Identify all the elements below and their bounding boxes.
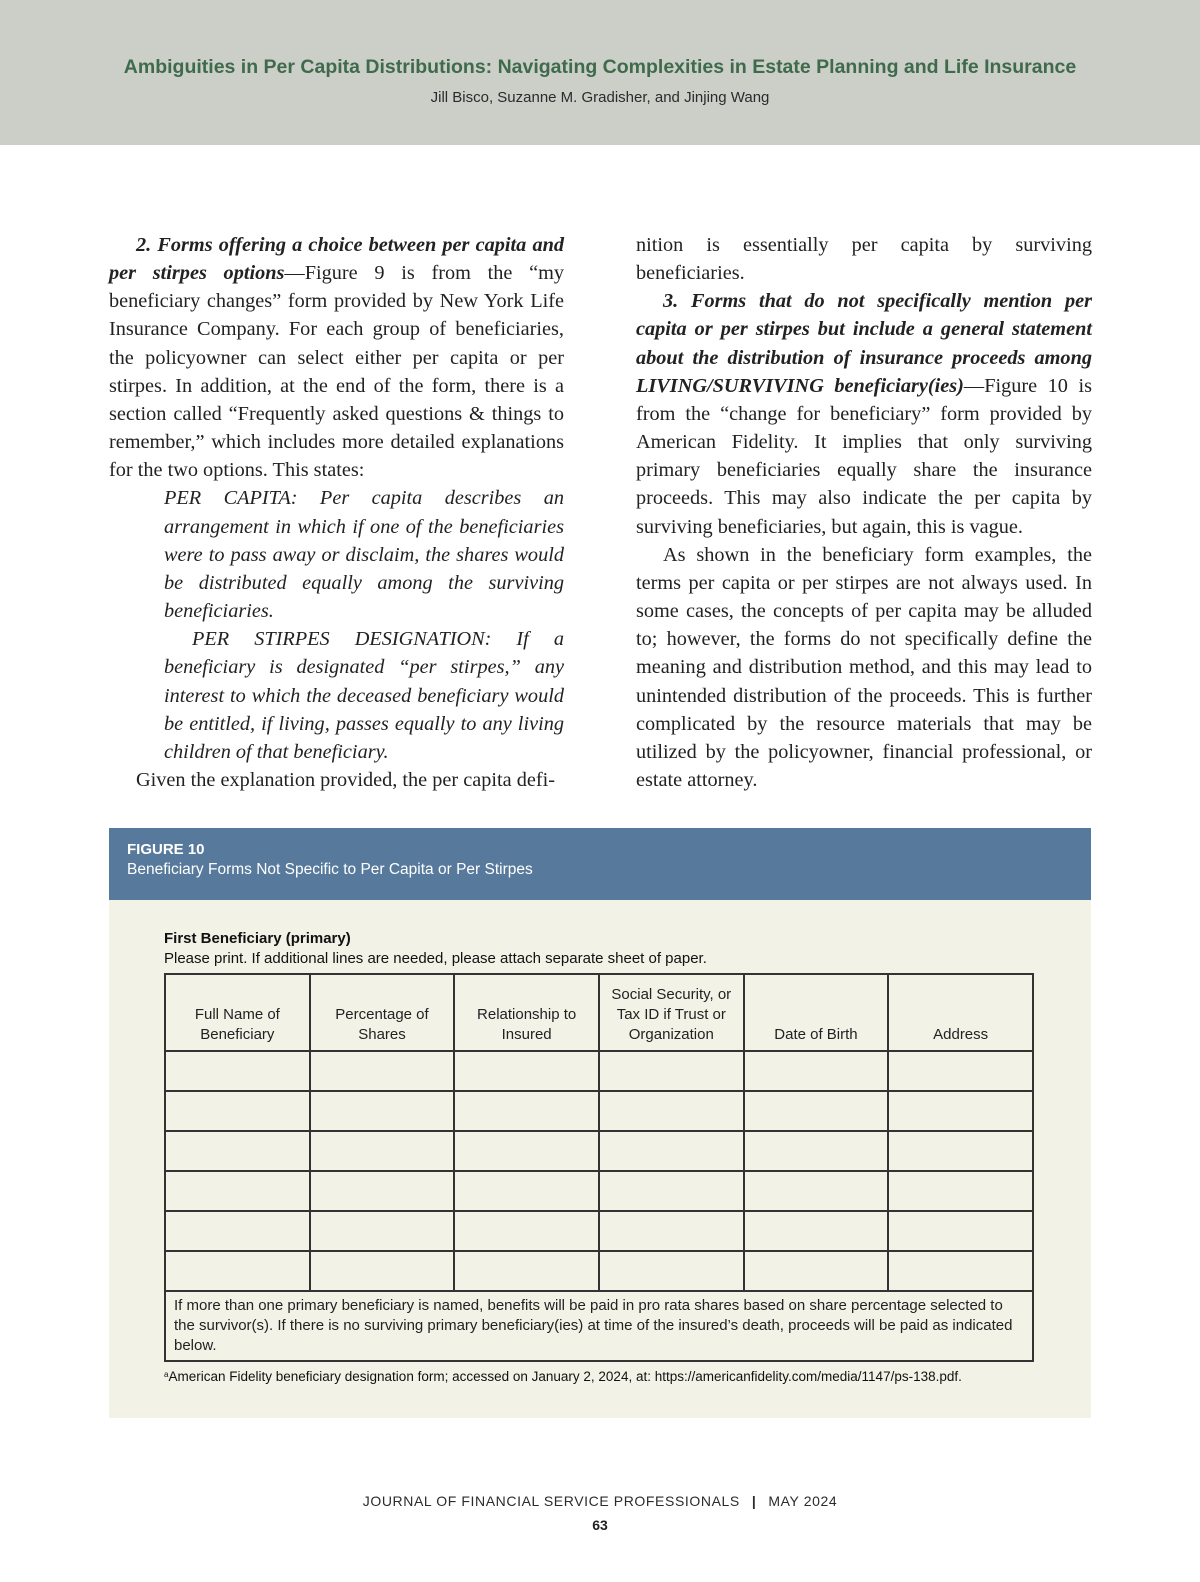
table-cell: [454, 1251, 599, 1291]
footer-separator: |: [751, 1493, 757, 1509]
table-cell: [599, 1211, 744, 1251]
figure-caption: Beneficiary Forms Not Specific to Per Capita or Per Stirpes: [127, 861, 533, 878]
table-cell: [888, 1051, 1033, 1091]
beneficiary-form-table: [164, 973, 1034, 1362]
table-cell: [310, 1131, 455, 1171]
column-header-address: Address: [888, 974, 1033, 1051]
figure-header: [109, 828, 1091, 900]
paragraph-given-explanation: Given the explanation provided, the per capita defi-: [136, 768, 555, 791]
table-cell: [888, 1091, 1033, 1131]
table-row: [165, 1251, 1033, 1291]
table-row: [165, 1051, 1033, 1091]
footnote-marker: a: [164, 1370, 169, 1379]
table-cell: [599, 1091, 744, 1131]
article-title: Ambiguities in Per Capita Distributions: Navigating Complexities in Estate Planning and Life Insurance: [123, 56, 1077, 78]
figure-label: FIGURE 10: [127, 841, 205, 858]
form-title: First Beneficiary (primary): [164, 930, 351, 947]
quote-per-capita: PER CAPITA: Per capita describes an arrangement in which if one of the beneficiaries were to pass away or disclaim, the shares would be distributed equally among the surviving beneficiaries.: [164, 487, 564, 623]
paragraph-text: —Figure 10 is from the “change for beneficiary” form provided by American Fidelity. It implies that only surviving primary beneficiaries equally share the insurance proceeds. This may also indicate the per capita by surviving beneficiaries, but again, this is vague.: [636, 374, 1092, 538]
table-cell: [888, 1251, 1033, 1291]
table-cell: [454, 1171, 599, 1211]
table-cell: [599, 1251, 744, 1291]
footnote-text: American Fidelity beneficiary designation form; accessed on January 2, 2024, at: https://americanfidelity.com/media/1147/ps-138.pdf.: [168, 1369, 962, 1384]
table-cell: [744, 1051, 889, 1091]
table-cell: [165, 1211, 310, 1251]
column-header-date-of-birth: Date of Birth: [744, 974, 889, 1051]
table-header-row: [165, 974, 1033, 1051]
table-cell: [888, 1211, 1033, 1251]
table-cell: [165, 1171, 310, 1211]
table-cell: [744, 1211, 889, 1251]
table-row: [165, 1131, 1033, 1171]
table-cell: [454, 1211, 599, 1251]
table-note-row: [165, 1291, 1033, 1361]
quote-per-stirpes: PER STIRPES DESIGNATION: If a beneficiary is designated “per stirpes,” any interest to which the deceased beneficiary would be entitled, if living, passes equally to any living children of that beneficiary.: [164, 628, 564, 763]
paragraph-forms-choice: [109, 231, 564, 484]
table-cell: [599, 1171, 744, 1211]
column-header-percentage: Percentage of Shares: [310, 974, 455, 1051]
table-cell: [165, 1251, 310, 1291]
table-cell: [744, 1091, 889, 1131]
paragraph-heading: 2. Forms offering a choice between per capita and per stirpes options: [109, 234, 564, 285]
paragraph-summary: As shown in the beneficiary form examples, the terms per capita or per stirpes are not always used. In some cases, the concepts of per capita may be alluded to; however, the forms do not specifically define the meaning and distribution method, and this may lead to unintended distribution of the proceeds. This is further complicated by the resource materials that may be utilized by the policyowner, financial professional, or estate attorney.: [636, 543, 1092, 791]
right-column: [636, 231, 1092, 794]
table-cell: [454, 1051, 599, 1091]
table-row: [165, 1091, 1033, 1131]
page-number: 63: [592, 1517, 608, 1533]
table-cell: [599, 1131, 744, 1171]
article-authors: Jill Bisco, Suzanne M. Gradisher, and Jinjing Wang: [430, 89, 770, 106]
form-instructions: Please print. If additional lines are needed, please attach separate sheet of paper.: [164, 950, 707, 967]
paragraph-continuation: nition is essentially per capita by surviving beneficiaries.: [636, 234, 1092, 285]
paragraph-text: —Figure 9 is from the “my beneficiary changes” form provided by New York Life Insurance Company. For each group of beneficiaries, the policyowner can select either per capita or per stirpes. In addition, at the end of the form, there is a section called “Frequently asked questions & things to remember,” which includes more detailed explanations for the two options. This states:: [109, 262, 564, 482]
paragraph-forms-general: [636, 287, 1092, 540]
left-column: [109, 231, 564, 794]
column-header-ssn-tax-id: Social Security, or Tax ID if Trust or Organization: [599, 974, 744, 1051]
table-cell: [165, 1091, 310, 1131]
paragraph-heading: 3. Forms that do not specifically mention per capita or per stirpes but include a general statement about the distribution of insurance proceeds among LIVING/SURVIVING beneficiary(ies): [636, 290, 1092, 397]
issue-date: MAY 2024: [768, 1493, 838, 1509]
table-cell: [744, 1131, 889, 1171]
table-cell: [599, 1051, 744, 1091]
table-cell: [888, 1131, 1033, 1171]
journal-name: JOURNAL OF FINANCIAL SERVICE PROFESSIONALS: [362, 1493, 740, 1509]
table-cell: [888, 1171, 1033, 1211]
column-header-relationship: Relationship to Insured: [454, 974, 599, 1051]
page-footer: [0, 1493, 1200, 1509]
table-cell: [310, 1251, 455, 1291]
figure-footnote: [164, 1369, 962, 1384]
table-cell: [310, 1051, 455, 1091]
table-cell: [454, 1131, 599, 1171]
table-cell: [310, 1211, 455, 1251]
table-cell: [454, 1091, 599, 1131]
table-cell: [310, 1171, 455, 1211]
table-cell: [310, 1091, 455, 1131]
table-cell: [165, 1051, 310, 1091]
table-row: [165, 1211, 1033, 1251]
table-cell: [165, 1131, 310, 1171]
table-cell: [744, 1251, 889, 1291]
figure-body: [109, 900, 1091, 1418]
running-header: [0, 0, 1200, 145]
table-cell: [744, 1171, 889, 1211]
table-row: [165, 1171, 1033, 1211]
column-header-full-name: Full Name of Beneficiary: [165, 974, 310, 1051]
form-note: If more than one primary beneficiary is named, benefits will be paid in pro rata shares based on share percentage selected to the survivor(s). If there is no surviving primary beneficiary(ies) at time of the insured’s death, proceeds will be paid as indicated below.: [165, 1291, 1033, 1361]
